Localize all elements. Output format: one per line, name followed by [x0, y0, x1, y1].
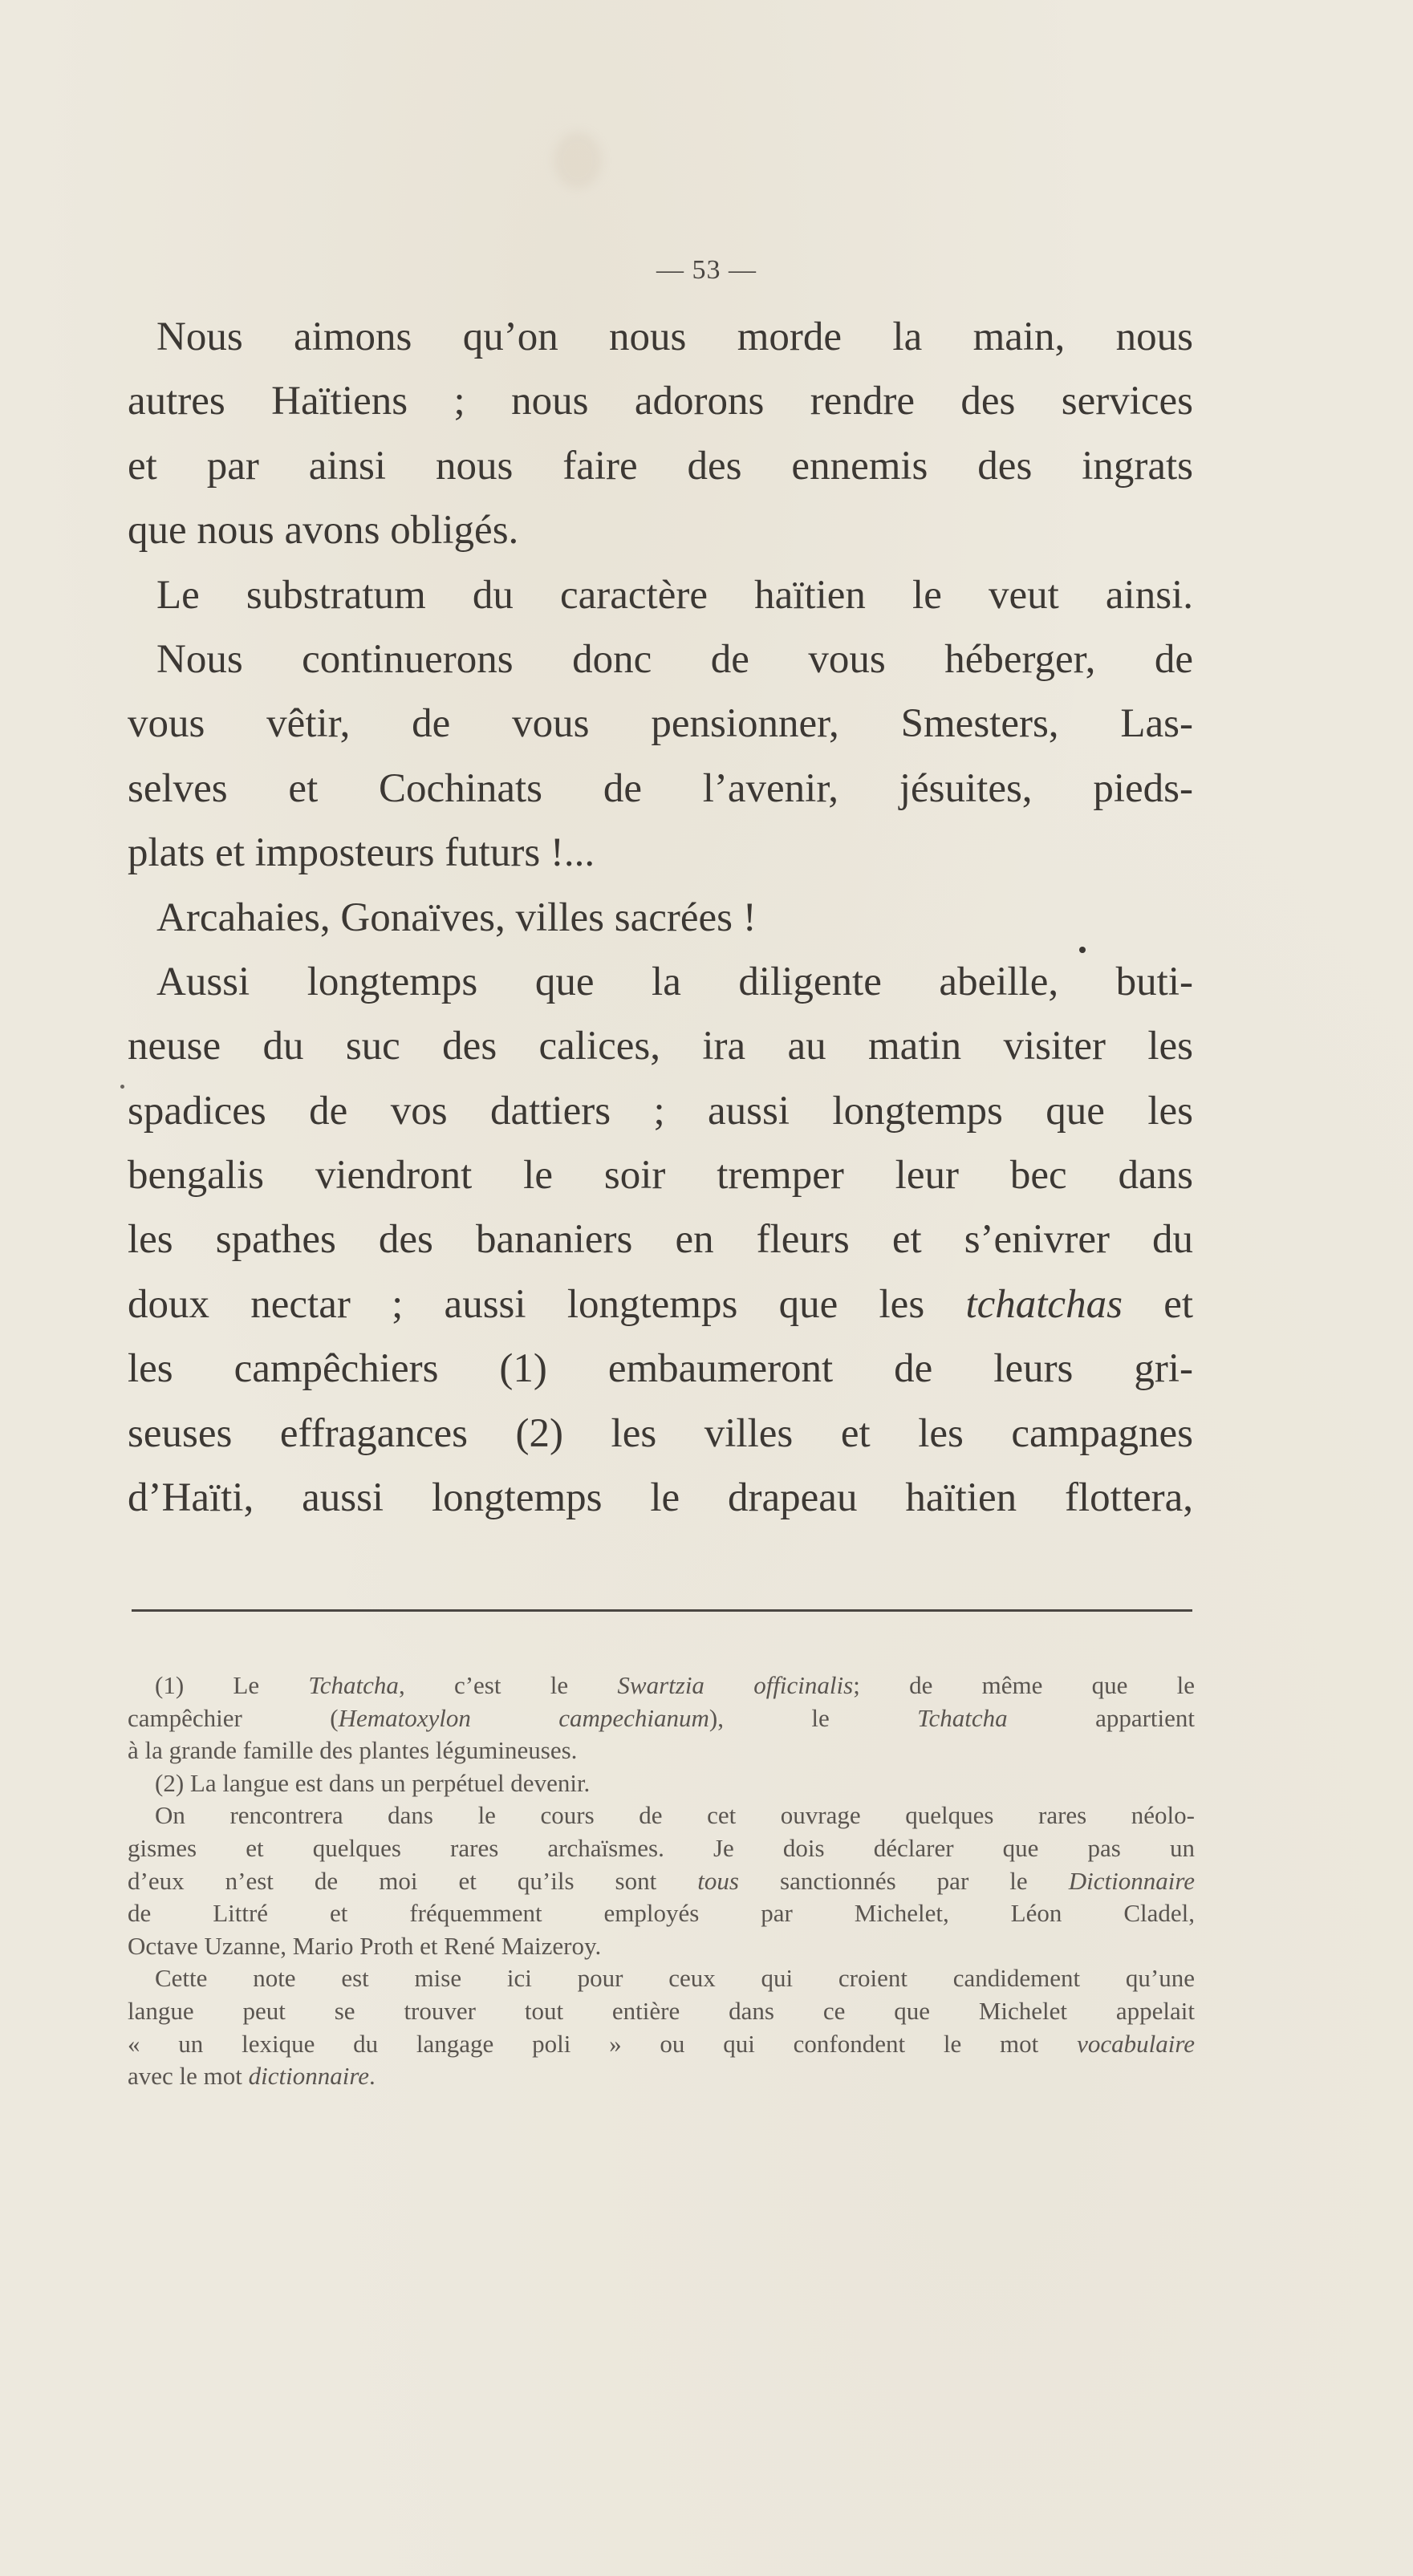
ink-dot — [1079, 947, 1086, 953]
italic-term: Dictionnaire — [1068, 1866, 1196, 1895]
text-fragment: . — [369, 2062, 376, 2091]
text-fragment: , c’est le — [398, 1671, 569, 1699]
text-fragment: sanctionnés par le — [780, 1866, 1028, 1895]
text-line: plats et imposteurs futurs !... — [128, 830, 595, 876]
text-line: les campêchiers (1) embaumeront de leurs gri- — [128, 1346, 1193, 1392]
italic-term: Tchatcha — [308, 1671, 399, 1699]
text-fragment: d’eux n’est de moi et qu’ils sont — [128, 1866, 657, 1895]
text-line: autres Haïtiens ; nous adorons rendre des services — [128, 379, 1193, 424]
text-fragment: campêchier ( — [128, 1703, 339, 1732]
italic-term-tchatchas: tchatchas — [965, 1281, 1123, 1327]
ink-dot — [120, 1085, 124, 1089]
text-line: selves et Cochinats de l’avenir, jésuites, pieds- — [128, 765, 1193, 811]
text-fragment: avec le mot — [128, 2062, 242, 2091]
italic-term: vocabulaire — [1077, 2029, 1195, 2058]
footnote-1-line: à la grande famille des plantes légumineuses. — [128, 1736, 578, 1765]
italic-term: Hematoxylon campechianum — [338, 1703, 709, 1732]
footnote-1-line — [128, 1669, 1195, 1702]
footnotes — [128, 1669, 1195, 2093]
main-text — [128, 305, 1193, 1530]
footnote-text-line: langue peut se trouver tout entière dans ce que Michelet appelait — [128, 1996, 1195, 2025]
footnote-2-line: (2) La langue est dans un perpétuel devenir. — [155, 1768, 591, 1797]
text-line: spadices de vos dattiers ; aussi longtemps que les — [128, 1088, 1193, 1134]
paper-stain — [554, 132, 602, 189]
text-line: que nous avons obligés. — [128, 508, 519, 554]
text-line: et par ainsi nous faire des ennemis des ingrats — [128, 443, 1193, 489]
footnote-text-line — [128, 2060, 1195, 2093]
footnote-text-line: Cette note est mise ici pour ceux qui croient candidement qu’une — [155, 1964, 1195, 1993]
text-line-with-italic — [128, 1272, 1193, 1337]
footnote-text-line: gismes et quelques rares archaïsmes. Je dois déclarer que pas un — [128, 1833, 1195, 1862]
footnote-text-line — [128, 1865, 1195, 1898]
italic-term: tous — [697, 1866, 739, 1895]
footnote-text-line: On rencontrera dans le cours de cet ouvrage quelques rares néolo- — [155, 1801, 1195, 1830]
text-fragment: appartient — [1095, 1703, 1196, 1732]
text-line: seuses effragances (2) les villes et les campagnes — [128, 1410, 1193, 1456]
text-fragment: (1) Le — [155, 1671, 260, 1699]
italic-term: Swartzia officinalis — [617, 1671, 854, 1699]
text-line: Le substratum du caractère haïtien le veut ainsi. — [156, 572, 1193, 618]
text-fragment: « un lexique du langage poli » ou qui confondent le mot — [128, 2029, 1039, 2058]
text-fragment: ; de même que le — [853, 1671, 1196, 1699]
page-number: — 53 — — [656, 255, 757, 285]
text-line: Nous aimons qu’on nous morde la main, nous — [156, 314, 1193, 359]
text-line: Nous continuerons donc de vous héberger, de — [156, 636, 1193, 682]
text-line: vous vêtir, de vous pensionner, Smesters, Las- — [128, 701, 1193, 747]
text-fragment: ), le — [709, 1703, 830, 1732]
footnote-divider — [132, 1609, 1192, 1612]
text-fragment: doux nectar ; aussi longtemps que les — [128, 1281, 925, 1327]
italic-term: Tchatcha — [917, 1703, 1008, 1732]
text-line: d’Haïti, aussi longtemps le drapeau haïtien flottera, — [128, 1475, 1193, 1521]
footnote-1-line — [128, 1702, 1195, 1735]
text-line: Arcahaies, Gonaïves, villes sacrées ! — [156, 895, 757, 940]
footnote-text-line: Octave Uzanne, Mario Proth et René Maizeroy. — [128, 1931, 602, 1960]
footnote-text-line — [128, 2028, 1195, 2061]
text-line: Aussi longtemps que la diligente abeille, buti- — [156, 959, 1193, 1004]
text-line: bengalis viendront le soir tremper leur bec dans — [128, 1153, 1193, 1199]
footnote-text-line: de Littré et fréquemment employés par Michelet, Léon Cladel, — [128, 1899, 1195, 1928]
text-line: neuse du suc des calices, ira au matin visiter les — [128, 1024, 1193, 1069]
text-line: les spathes des bananiers en fleurs et s’enivrer du — [128, 1217, 1193, 1263]
text-fragment: et — [1163, 1281, 1194, 1327]
italic-term: dictionnaire — [248, 2062, 370, 2091]
